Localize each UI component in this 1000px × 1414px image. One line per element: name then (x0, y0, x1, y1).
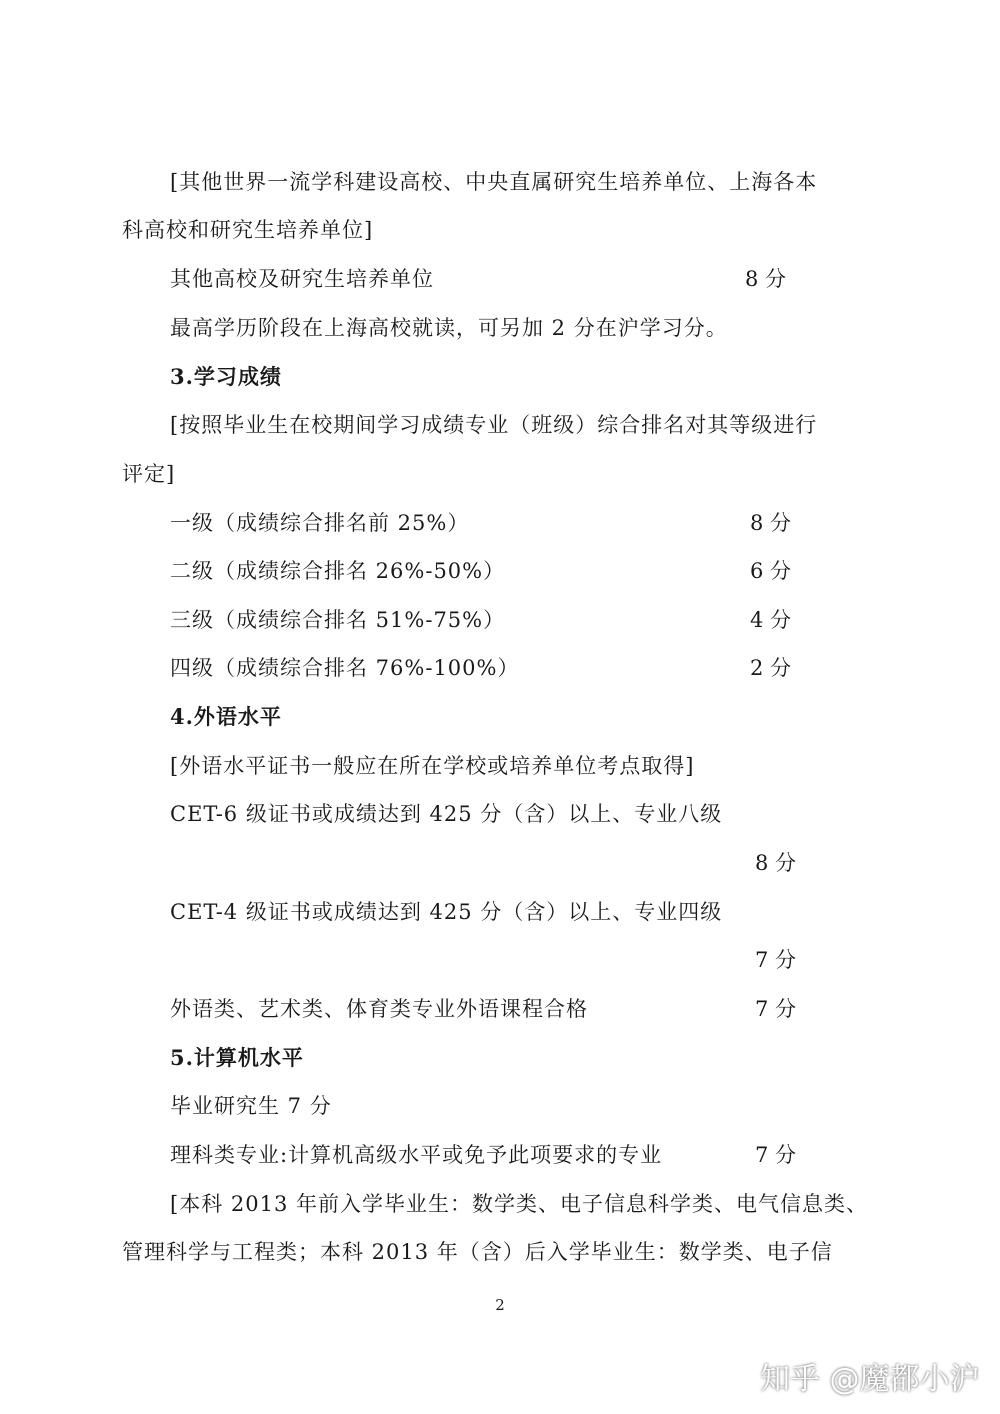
item-score: 8 分 (750, 511, 792, 535)
paragraph-line: 毕业研究生 7 分 (170, 1094, 332, 1118)
paragraph-line: 科高校和研究生培养单位] (122, 218, 374, 242)
item-score: 6 分 (750, 559, 792, 583)
page-number: 2 (495, 1296, 505, 1314)
item-label: 四级（成绩综合排名 76%-100%） (170, 656, 520, 680)
item-label: CET-4 级证书或成绩达到 425 分（含）以上、专业四级 (170, 900, 723, 924)
item-score: 8 分 (755, 851, 797, 875)
paragraph-line: 评定] (122, 462, 176, 486)
item-label: 二级（成绩综合排名 26%-50%） (170, 559, 506, 583)
watermark: 知乎 @魔都小沪 (760, 1362, 980, 1397)
paragraph-line: [按照毕业生在校期间学习成绩专业（班级）综合排名对其等级进行 (170, 413, 818, 437)
paragraph-line: [其他世界一流学科建设高校、中央直属研究生培养单位、上海各本 (170, 170, 818, 194)
paragraph-line: [本科 2013 年前入学毕业生：数学类、电子信息科学类、电气信息类、 (170, 1192, 868, 1216)
item-label: CET-6 级证书或成绩达到 425 分（含）以上、专业八级 (170, 802, 723, 826)
section-heading: 3.学习成绩 (170, 364, 282, 389)
paragraph-line: 最高学历阶段在上海高校就读，可另加 2 分在沪学习分。 (170, 316, 728, 340)
item-label: 一级（成绩综合排名前 25%） (170, 511, 470, 535)
section-heading: 5.计算机水平 (170, 1045, 304, 1070)
item-label: 理科类专业:计算机高级水平或免予此项要求的专业 (170, 1143, 663, 1167)
item-score: 8 分 (745, 267, 787, 291)
item-label: 三级（成绩综合排名 51%-75%） (170, 608, 506, 632)
item-label: 外语类、艺术类、体育类专业外语课程合格 (170, 997, 588, 1021)
item-score: 2 分 (750, 656, 792, 680)
item-score: 7 分 (755, 948, 797, 972)
paragraph-line: 管理科学与工程类；本科 2013 年（含）后入学毕业生：数学类、电子信 (122, 1240, 833, 1264)
paragraph-line: [外语水平证书一般应在所在学校或培养单位考点取得] (170, 754, 695, 778)
item-score: 7 分 (755, 997, 797, 1021)
item-score: 7 分 (755, 1143, 797, 1167)
section-heading: 4.外语水平 (170, 704, 282, 729)
item-score: 4 分 (750, 608, 792, 632)
item-label: 其他高校及研究生培养单位 (170, 267, 434, 291)
